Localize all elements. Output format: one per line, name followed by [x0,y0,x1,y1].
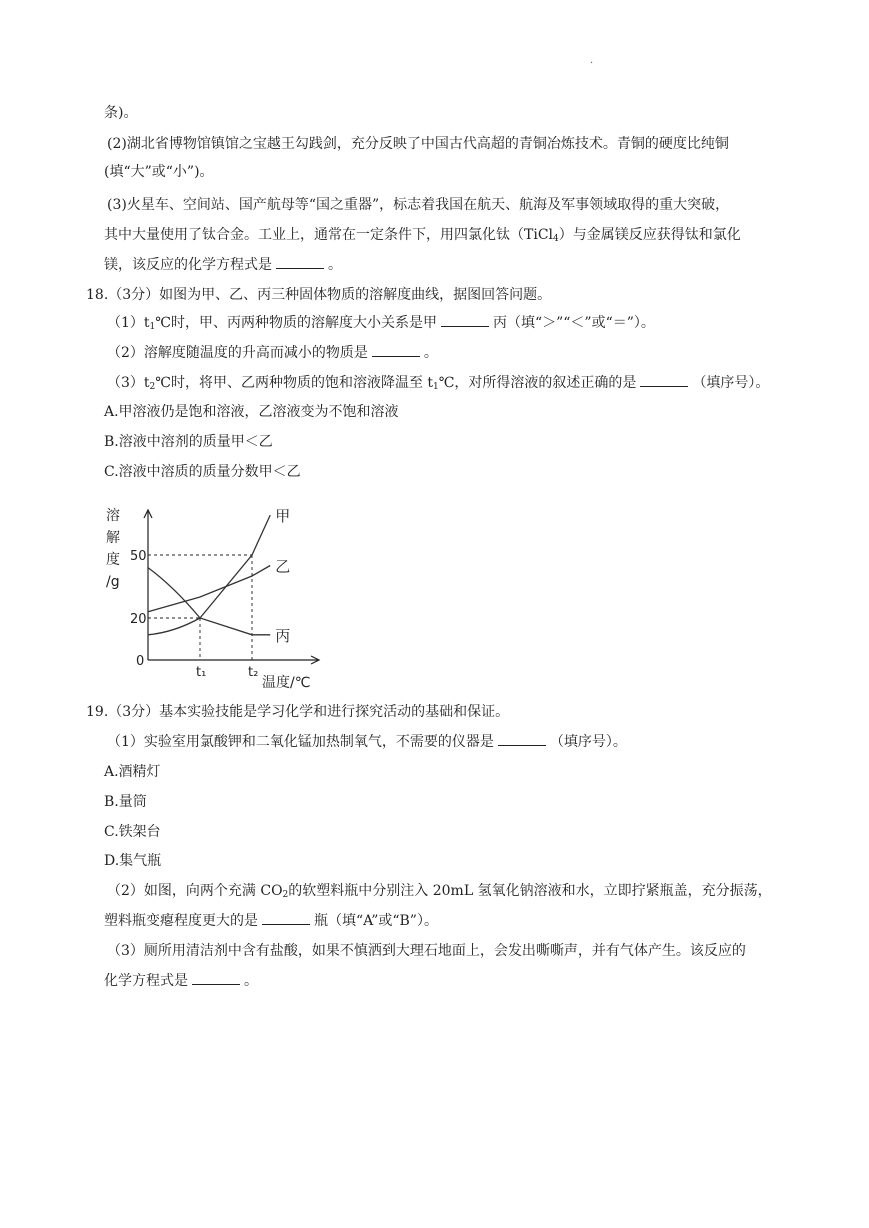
y-tick-20: 20 [130,612,147,627]
y-label-char-2: 度 [106,552,120,568]
series-label-0: 甲 [275,507,291,526]
q19-p2a: （2）如图，向两个充满 $CO_2$的软塑料瓶中分别注入 20mL 氢氧化钠溶液和水，立即拧紧瓶盖，充分振荡， [107,883,772,900]
answer-blank[interactable] [372,343,420,357]
answer-blank[interactable] [192,971,240,985]
q17-tail: 条)。 [104,105,138,121]
page-mark: . [590,55,594,66]
q19-option-b: B.量筒 [104,794,147,810]
q17-p3a: (3)火星车、空间站、国产航母等“国之重器”，标志着我国在航天、航海及军事领域取得的重大突破， [107,197,730,213]
q17-p2b: (填“大”或“小”)。 [104,164,214,180]
q19-p3a: （3）厕所用清洁剂中含有盐酸，如果不慎洒到大理石地面上，会发出嘶嘶声，并有气体产生。该反应的 [107,943,746,959]
answer-blank[interactable] [441,313,489,327]
answer-blank[interactable] [498,732,546,746]
q18-p2: （2）溶解度随温度的升高而减小的物质是 。 [107,345,438,361]
q18-p1: $(1)t_1℃$时，甲、丙两种物质的溶解度大小关系是甲 丙（填“＞”“＜”或“＝”）。 [107,315,655,332]
q19-head: 19.（3分）基本实验技能是学习化学和进行探究活动的基础和保证。 [86,704,510,720]
q19-p3b: 化学方程式是 。 [104,973,258,989]
q18-head: 18.（3分）如图为甲、乙、丙三种固体物质的溶解度曲线，据图回答问题。 [86,287,552,303]
q19-p2b: 塑料瓶变瘪程度更大的是 瓶（填“A”或“B”）。 [104,913,438,929]
q18-option-a: A.甲溶液仍是饱和溶液，乙溶液变为不饱和溶液 [104,404,399,420]
answer-blank[interactable] [276,255,324,269]
y-label-char-3: /g [106,574,120,590]
y-label-char-1: 解 [106,530,120,546]
q19-p1: （1）实验室用氯酸钾和二氧化锰加热制氧气，不需要的仪器是 （填序号）。 [107,734,627,750]
x-axis-label: 温度/℃ [262,675,311,691]
answer-blank[interactable] [262,911,310,925]
q17-p3c: 镁，该反应的化学方程式是 。 [104,257,342,273]
q18-option-c: C.溶液中溶质的质量分数甲＜乙 [104,464,301,480]
q17-p2a: (2)湖北省博物馆镇馆之宝越王勾践剑，充分反映了中国古代高超的青铜冶炼技术。青铜的硬度比纯铜 [107,136,729,152]
series-label-1: 乙 [275,557,291,576]
y-label-char-0: 溶 [106,508,120,524]
answer-blank[interactable] [640,373,688,387]
series-label-2: 丙 [275,626,291,645]
q18-p3: $(3)t_2℃$时，将甲、乙两种物质的饱和溶液降温至 $t_1℃$，对所得溶液的叙述正确的是 （填序号）。 [107,375,770,392]
x-tick-1: t₂ [248,665,259,680]
solubility-chart [104,500,334,695]
q19-option-d: D.集气瓶 [104,853,162,869]
y-tick-50: 50 [130,549,147,564]
q19-option-c: C.铁架台 [104,824,161,840]
q19-option-a: A.酒精灯 [104,764,161,780]
x-tick-0: t₁ [196,665,207,680]
q18-option-b: B.溶液中溶剂的质量甲＜乙 [104,434,273,450]
curve-2 [148,568,270,635]
origin-label: 0 [136,654,145,669]
q17-p3b: 其中大量使用了钛合金。工业上，通常在一定条件下，用四氯化钛（TiCl$_4$）与金属镁反应获得钛和氯化 [104,227,741,244]
